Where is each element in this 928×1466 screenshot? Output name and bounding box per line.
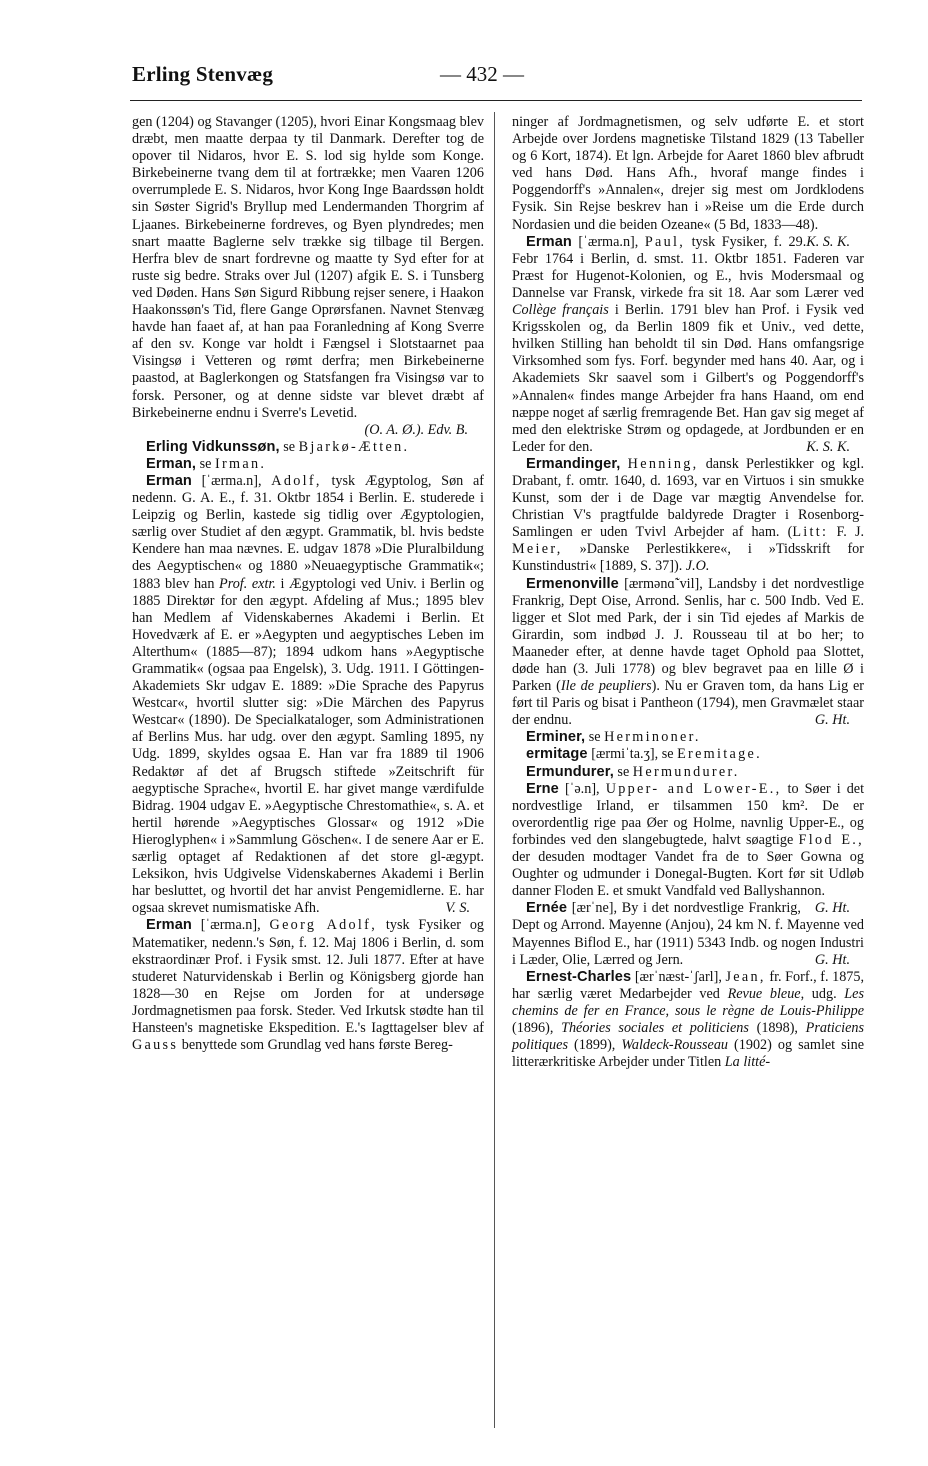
given-name: Jean,	[725, 968, 766, 985]
given-name: Henning,	[627, 455, 699, 472]
headword: Erminer,	[526, 729, 586, 746]
right-column	[512, 114, 864, 1071]
entry-ermundurer: Ermundurer, se Hermundurer.	[526, 763, 740, 780]
entry-ermitage: ermitage [ærmiˈta.ʒ], se Eremitage.	[526, 746, 762, 763]
entry-continuation: gen (1204) og Stavanger (1205), hvori Einar Kongsmaag blev dræbt, men maatte derpaa ty til Danmark. Derefter tog de opover til Nidaros, hvor E. S. lod sig hylde som Konge. Birkebeinerne tvang dem til at fortrække; men Vaaren 1206 overrumplede E. S. Nidaros, hvor Kong Inge Baardssøn holdt sin Søster Sigrid's Bryllup med Lendermanden Thorgrim af Ljaanes. Birkebeinerne fordreves, og Byen plyndredes; men snart maatte Baglerne selv trække sig tilbage til Bergen. Herfra blev de snart fordrevne og maatte ty Syd efter for at ruste sig bedre. Straks over Jul (1207) afgik E. S. i Tunsberg ved Døden. Hans Søn Sigurd Ribbung rejser senere, i Haakon Haakonssøn's Tid, flere Gange Oprørsfanen. Navnet Stenvæg havde han faaet af, at han paa Foranledning af Kong Sverre af den sv. Konge var holdt i Fængsel i Slotstaarnet paa Visingsø i Vetteren og rømt derfra; men Birkebeinerne paastod, at Baglerkongen og Statsfangen fra Visingsø var to forsk. Personer, og at denne sidste var blevet dræbt af Birkebeinerne endnu i Sverre's Levetid.	[132, 114, 484, 421]
pronunciation: [ærˈnæst-ˈʃarl],	[634, 968, 722, 985]
signature: G. Ht.	[814, 900, 850, 917]
entry-erman-adolf: Erman [ˈærma.n], Adolf, tysk Ægyptolog, Søn af nedenn. G. A. E., f. 31. Oktbr 1854 i Berlin. E. studerede i Leipzig og Berlin, kastede sig tidlig over Ægyptologien, særlig over Studiet af den ægypt. Grammatik, bl. hvis bedste Kendere han maa nævnes. E. udgav 1878 »Die Pluralbildung des Aegyptischen« og 1880 »Neuaegyptische Grammatik«; 1883 blev han Prof. extr. i Ægyptologi ved Univ. i Berlin og 1885 Direktør for den ægypt. Afdeling af Mus.; 1895 blev han Medlem af Videnskabernes Akademi i Berlin. Et Hovedværk af E. er »Aegypten und aegyptisches Leben im Alterthum« (1885—87); 1894 udkom hans »Aegyptische Grammatik« (ogsaa paa Engelsk), 3. Udg. 1911. I Göttingen-Akademiets Skr udgav E. 1889: »Die Sprache des Papyrus Westcar«, hvortil slutter sig: »Die Märchen des Papyrus Westcar« (1890). De Specialkataloger, som Administrationen af Berlins Mus. har udg. over den ægypt. Samling 1895, ny Udg. 1899, skyldes ogsaa E. Han var fra 1889 til 1906 Redaktør af det af Brugsch stiftede »Zeitschrift für aegyptische Sprache«, hvortil E. har givet mange værdifulde Bidrag. 1904 udgav E. »Aegyptische Chrestomathie«, s. A. et hertil hørende »Aegyptisches Glossar« og 1912 »Die Hieroglyphen« i »Sammlung Göschen«. I de senere Aar er E. særlig optaget af Redaktionen af det store gl-ægypt. Leksikon, hvis Udgivelse Videnskabernes Akademi i Berlin har besluttet, og hvortil det har anvist Pengemidlerne. E. har ogsaa skrevet numismatiske Afh. V. S.	[132, 472, 485, 917]
signature: K. S. K.	[806, 438, 850, 455]
entry-ernest-charles: Ernest-Charles [ærˈnæst-ˈʃarl], Jean, fr. Forf., f. 1875, har særlig været Medarbejder ved Revue bleue, udg. Les chemins de fer en France, sous le règne de Louis-Philippe (1896), Théories sociales et politiciens (1898), Praticiens politiques (1899), Waldeck-Rousseau (1902) og samlet sine litterærkritiske Arbejder under Titlen La litté-	[512, 968, 865, 1071]
pronunciation: [ˈærma.n],	[578, 233, 639, 250]
given-name: Georg Adolf,	[269, 917, 378, 934]
pronunciation: [ˈə.n],	[564, 780, 600, 797]
given-name: Paul,	[644, 233, 686, 250]
entry-ermandinger: Ermandinger, Henning, dansk Perlestikker og kgl. Drabant, f. omtr. 1640, d. 1693, var en Virtuos i sin smukke Kunst, som der i de Dage var mægtig Anvendelse for. Christian V's pragtfulde baldyrede Dragter i Rosenborg-Samlingen er uden Tvivl Arbejder af ham. (Litt: F. J. Meier, »Danske Perlestikkere«, i »Tidsskrift for Kunstindustri« [1889, S. 37]). J.O.	[512, 455, 865, 575]
entry-erminer: Erminer, se Herminoner.	[526, 729, 701, 746]
signature: (O. A. Ø.). Edv. B.	[364, 421, 468, 438]
entry-erman-georg: Erman [ˈærma.n], Georg Adolf, tysk Fysiker og Matematiker, nedenn.'s Søn, f. 12. Maj 1806 i Berlin, d. som ekstraordinær Prof. i Fysik smst. 12. Juli 1877. Efter at have studeret Naturvidenskab i Berlin og Königsberg gjorde han 1828—30 en Rejse om Jorden for at undersøge Jordmagnetismen paa forsk. Steder. Ved Irkutsk stødte han til Hansteen's magnetiske Ekspedition. E.'s Iagttagelser blev af Gauss benyttede som Grundlag ved hans første Bereg-	[132, 917, 485, 1054]
headword: Ermundurer,	[526, 763, 614, 780]
entry-continuation: ninger af Jordmagnetismen, og selv udførte E. et stort Arbejde over Jordens magnetiske Tilstand 1829 (13 Tabeller og 6 Kort, 1874). Et lgn. Arbejde for Aaret 1860 blev afbrudt ved hans Død. Hans Afh., hvoraf mange findes i Poggendorff's »Annalen«, drejer sig mest om Jordklodens Fysik. Sin Rejse beskrev han i »Reise um die Erde durch Nordasien und die beiden Ozeane« (5 Bd, 1833—48). K. S. K.	[512, 114, 864, 250]
entry-erman-ref: Erman, se Irman.	[146, 455, 267, 472]
headword: Erman	[146, 472, 192, 489]
cross-reference: Bjarkø-Ætten.	[298, 438, 410, 455]
headword: Erman,	[146, 455, 197, 472]
signature: J.O.	[685, 558, 710, 575]
headword: Erling Vidkunssøn,	[146, 438, 280, 455]
entry-erling-vidkunsson: Erling Vidkunssøn, se Bjarkø-Ætten.	[146, 438, 410, 455]
pronunciation: [ˈærma.n],	[201, 472, 262, 489]
cross-reference: Hermundurer.	[632, 763, 740, 780]
signature: G. Ht.	[814, 712, 850, 729]
entry-erman-paul: Erman [ˈærma.n], Paul, tysk Fysiker, f. 29. Febr 1764 i Berlin, d. smst. 11. Oktbr 1851. Faderen var Præst for Hugenot-Kolonien, og E., hvis Modersmaal og Dannelse var Fransk, virkede fra sit 18. Aar som Lærer ved Collège français i Berlin. 1791 blev han Prof. i Fysik ved Krigsskolen og, da Berlin 1809 fik et Univ., ved dette, hvilken Stilling han beholdt til sin Død. Hans omfangsrige Virksomhed som fys. Forf. begynder med hans 40. Aar, og i Akademiets Skr saavel som i Gilbert's og Poggendorff's »Annalen« findes mange Arbejder fra hans Haand, om end næppe noget af særlig fremragende Bet. Han gav sig meget af med den elektriske Strøm og opdagede, at Jordbunden er en Leder for den. K. S. K.	[512, 233, 864, 455]
running-head: Erling Stenvæg	[132, 62, 274, 86]
page-number: — 432 —	[440, 62, 524, 86]
left-column	[132, 114, 484, 1054]
pronunciation: [ærmiˈta.ʒ],	[591, 746, 659, 763]
pronunciation: [ærˈne],	[571, 900, 618, 917]
pronunciation: [ˈærma.n],	[200, 917, 261, 934]
cross-reference: Irman.	[215, 455, 267, 472]
cross-reference: Eremitage.	[677, 746, 762, 763]
headword: Erman	[526, 233, 572, 250]
headword: ermitage	[526, 746, 588, 763]
entry-erne: Erne [ˈə.n], Upper- and Lower-E., to Søer i det nordvestlige Irland, er tilsammen 150 km². De er overordentlig rige paa Øer og Holme, navnlig Upper-E., og forbindes ved den slangebugtede, halvt søagtige Flod E., der desuden modtager Vandet fra de to Søer Gowna og Oughter og udmunder i Donegal-Bugten. Kort før sit Udløb danner Floden E. et smukt Vandfald ved Ballyshannon. G. Ht.	[512, 780, 865, 917]
given-name: Upper- and Lower-E.,	[605, 780, 782, 797]
headword: Ernée	[526, 900, 568, 917]
signature: G. Ht.	[814, 951, 850, 968]
headword: Ernest-Charles	[526, 968, 632, 985]
column-divider	[494, 112, 495, 1428]
entry-ernee: Ernée [ærˈne], By i det nordvestlige Frankrig, Dept og Arrond. Mayenne (Anjou), 24 km N. f. Mayenne ved Mayennes Biflod E., har (1911) 5343 Indb. og nogen Industri i Læder, Olie, Lærred og Jern. G. Ht.	[512, 900, 864, 968]
headword: Ermandinger,	[526, 455, 621, 472]
headword: Erman	[146, 917, 192, 934]
signature: K. S. K.	[806, 233, 850, 250]
header-rule	[130, 100, 862, 101]
page-header	[132, 62, 862, 94]
given-name: Adolf,	[271, 472, 322, 489]
headword: Erne	[526, 780, 559, 797]
pronunciation: [ærmənɑ̃ˈvil],	[624, 575, 703, 592]
headword: Ermenonville	[526, 575, 619, 592]
entry-ermenonville: Ermenonville [ærmənɑ̃ˈvil], Landsby i det nordvestlige Frankrig, Dept Oise, Arrond. Senlis, har c. 500 Indb. Ved E. ligger et Slot med Park, der i sin Tid ejedes af Markis de Girardin, som indbød J. J. Rousseau til at bo her; to Maaneder efter, at denne havde taget Ophold paa Slottet, døde han (3. Juli 1778) og blev begravet paa en lille Ø i Parken (Ile de peupliers). Nu er Graven tom, da hans Lig er ført til Paris og bisat i Pantheon (1794), men Gravmælet staar der endnu. G. Ht.	[512, 575, 865, 729]
cross-reference: Herminoner.	[604, 729, 701, 746]
signature: V. S.	[445, 900, 470, 917]
